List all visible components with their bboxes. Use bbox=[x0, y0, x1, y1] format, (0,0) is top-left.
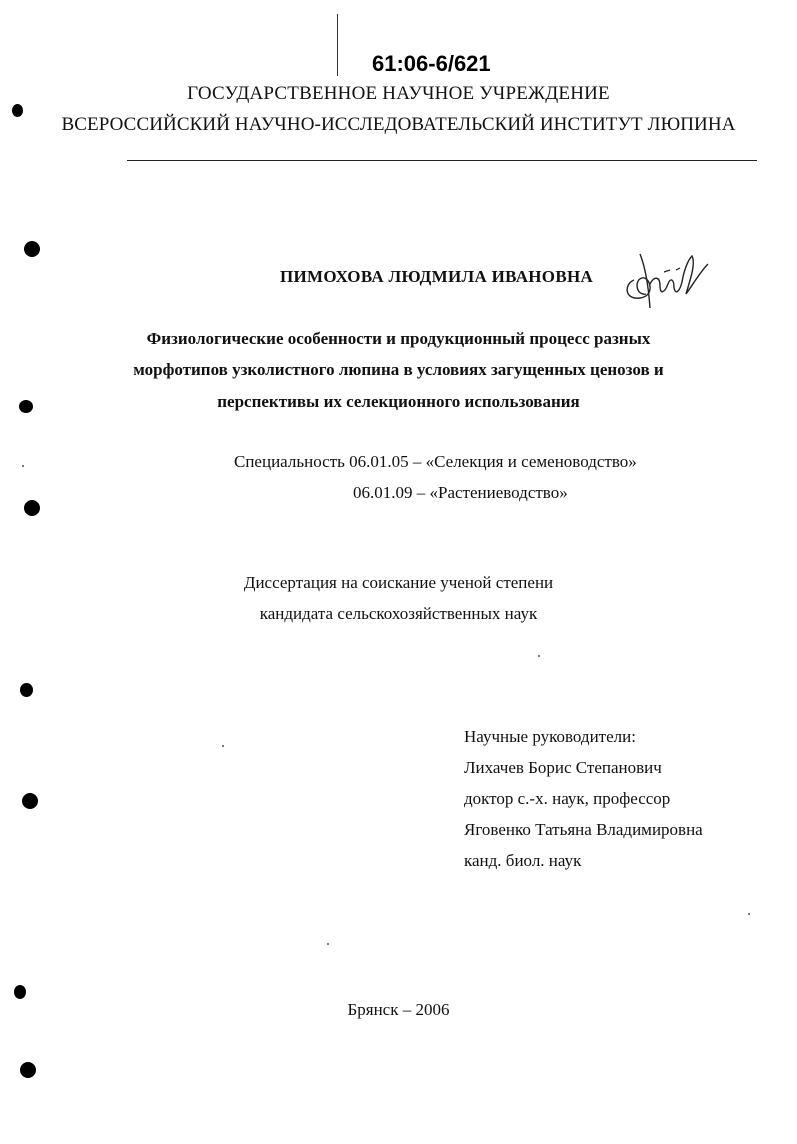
organization-line-2: ВСЕРОССИЙСКИЙ НАУЧНО-ИССЛЕДОВАТЕЛЬСКИЙ ИНСТИТУТ ЛЮПИНА bbox=[61, 114, 736, 135]
signature-image bbox=[620, 250, 712, 312]
city-year: Брянск – 2006 bbox=[347, 1000, 450, 1019]
specialty-line-2: 06.01.09 – «Растениеводство» bbox=[353, 483, 568, 502]
supervisors-heading: Научные руководители: bbox=[464, 727, 636, 746]
supervisor-1-degree: доктор с.-х. наук, профессор bbox=[464, 789, 671, 808]
margin-mark-line bbox=[337, 14, 338, 76]
scan-speck bbox=[222, 745, 224, 747]
scan-speck bbox=[538, 655, 540, 657]
punch-hole bbox=[24, 241, 40, 257]
header-divider bbox=[127, 160, 757, 161]
title-line-3: перспективы их селекционного использования bbox=[217, 392, 580, 411]
degree-line-1: Диссертация на соискание ученой степени bbox=[243, 573, 554, 592]
scan-speck bbox=[327, 943, 329, 945]
scan-speck bbox=[748, 913, 750, 915]
punch-hole bbox=[14, 985, 26, 999]
punch-hole bbox=[22, 793, 38, 809]
organization-line-1: ГОСУДАРСТВЕННОЕ НАУЧНОЕ УЧРЕЖДЕНИЕ bbox=[187, 83, 610, 104]
punch-hole bbox=[19, 400, 33, 413]
supervisor-2-degree: канд. биол. наук bbox=[464, 851, 582, 870]
archive-code: 61:06-6/621 bbox=[372, 51, 491, 76]
punch-hole bbox=[12, 104, 23, 117]
author-name: ПИМОХОВА ЛЮДМИЛА ИВАНОВНА bbox=[280, 267, 594, 286]
title-line-2: морфотипов узколистного люпина в условиях загущенных ценозов и bbox=[133, 360, 664, 379]
punch-hole bbox=[20, 683, 33, 697]
supervisor-2-name: Яговенко Татьяна Владимировна bbox=[464, 820, 703, 839]
supervisor-1-name: Лихачев Борис Степанович bbox=[464, 758, 662, 777]
punch-hole bbox=[24, 500, 40, 516]
title-line-1: Физиологические особенности и продукционный процесс разных bbox=[146, 329, 651, 348]
scan-speck bbox=[22, 465, 24, 467]
punch-hole bbox=[20, 1062, 36, 1078]
degree-line-2: кандидата сельскохозяйственных наук bbox=[259, 604, 538, 623]
specialty-line-1: Специальность 06.01.05 – «Селекция и семеноводство» bbox=[234, 452, 637, 471]
